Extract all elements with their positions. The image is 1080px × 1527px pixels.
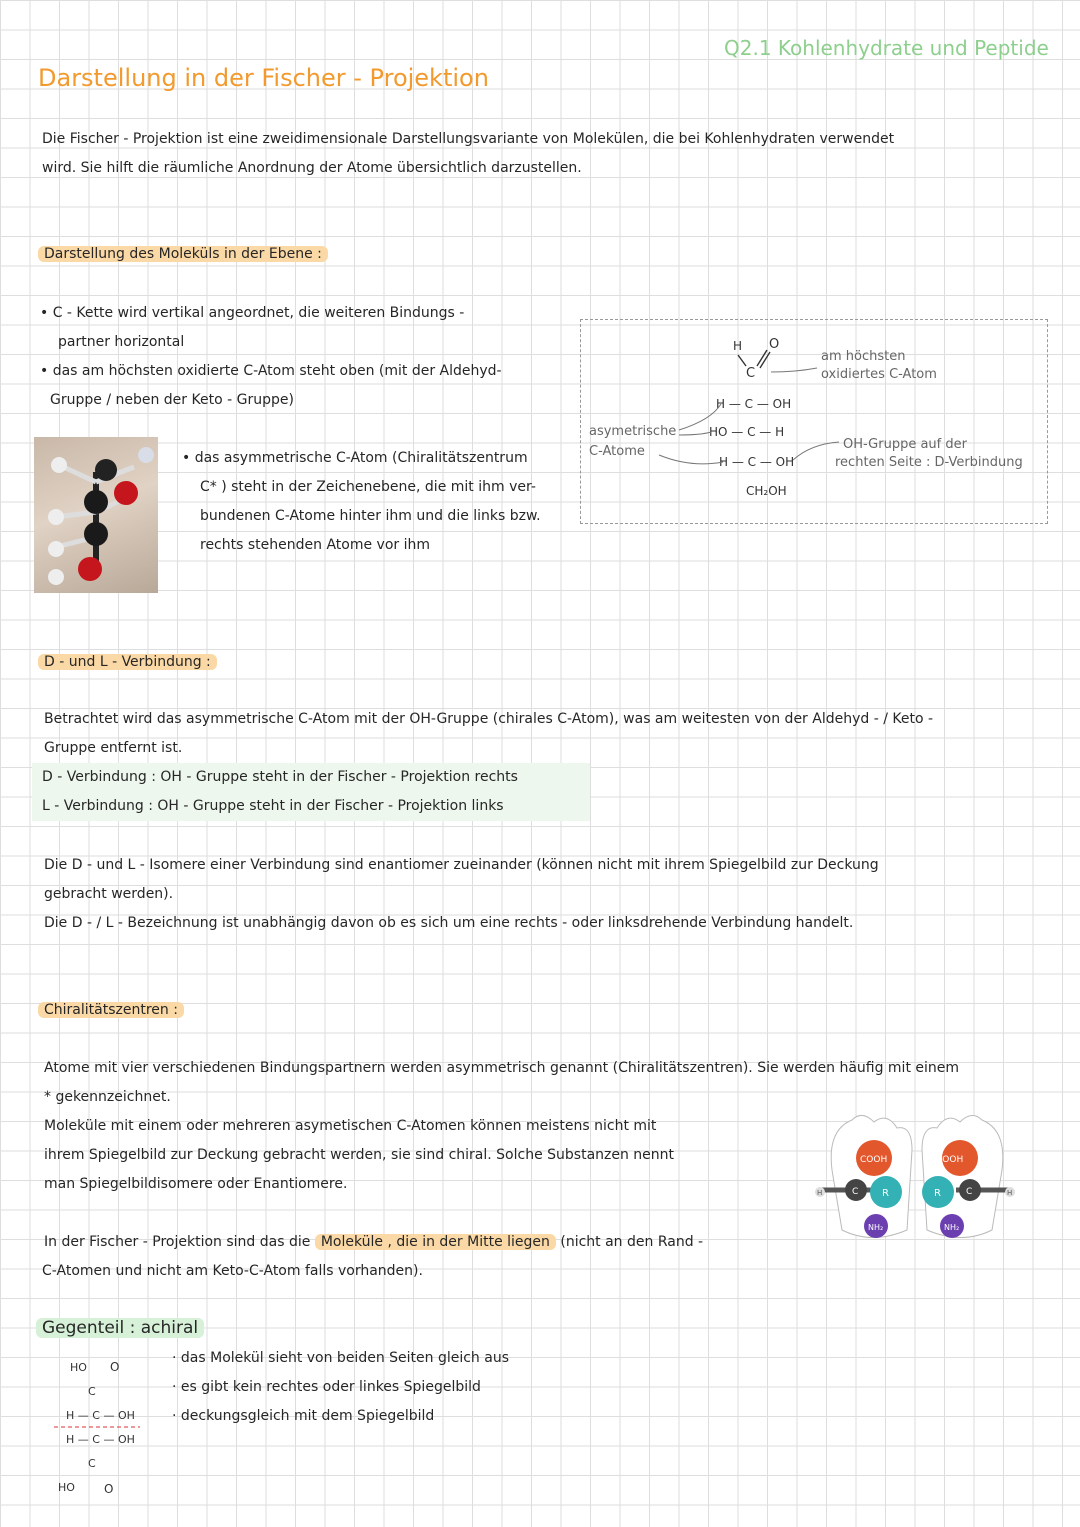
dl-line-3: Die D - und L - Isomere einer Verbindung sind enantiomer zueinander (können nicht mit ihrem Spiegelbild zur Deckung: [44, 857, 879, 873]
d-definition: D - Verbindung : OH - Gruppe steht in der Fischer - Projektion rechts: [42, 769, 518, 785]
achiral-bullet-2: · es gibt kein rechtes oder linkes Spiegelbild: [172, 1379, 481, 1395]
diag-c-top: C: [746, 366, 756, 381]
intro-line-2: wird. Sie hilft die räumliche Anordnung der Atome übersichtlich darzustellen.: [42, 160, 582, 176]
chiral-line-5: man Spiegelbildisomere oder Enantiomere.: [44, 1176, 348, 1192]
achiral-bullet-3: · deckungsgleich mit dem Spiegelbild: [172, 1408, 435, 1424]
intro-line-1: Die Fischer - Projektion ist eine zweidimensionale Darstellungsvariante von Molekülen, die bei Kohlenhydraten verwendet: [42, 131, 895, 147]
fischer-sentence-pre: In der Fischer - Projektion sind das die: [44, 1234, 311, 1250]
achiral-ho-bottom: HO: [58, 1481, 75, 1494]
hand-left-h: H: [817, 1189, 823, 1197]
section-heading-chiral: Chiralitätszentren :: [38, 1002, 184, 1018]
section-heading-dl: D - und L - Verbindung :: [38, 654, 217, 670]
section-heading-achiral: Gegenteil : achiral: [36, 1318, 204, 1338]
diag-right-top-1: am höchsten: [821, 349, 906, 364]
hand-left-cooh: COOH: [860, 1155, 888, 1165]
achiral-c-top: C: [88, 1385, 96, 1398]
achiral-bullet-1: · das Molekül sieht von beiden Seiten gleich aus: [172, 1350, 510, 1366]
fischer-sentence-line-2: C-Atomen und nicht am Keto-C-Atom falls vorhanden).: [42, 1263, 423, 1279]
hand-right-c: C: [966, 1187, 973, 1197]
fischer-diagram-box: [580, 319, 1048, 524]
chiral-line-2: * gekennzeichnet.: [44, 1089, 171, 1105]
diag-h-top: H: [733, 339, 743, 353]
hand-right-h: H: [1007, 1189, 1013, 1197]
section-heading-ebene: Darstellung des Moleküls in der Ebene :: [38, 246, 328, 262]
hand-right-cooh: COOH: [936, 1155, 964, 1165]
subject-title: Q2.1 Kohlenhydrate und Peptide: [724, 36, 1049, 60]
fischer-sentence-highlight: Moleküle , die in der Mitte liegen: [315, 1234, 556, 1250]
diag-right-top-2: oxidiertes C-Atom: [821, 367, 937, 382]
dl-line-4: gebracht werden).: [44, 886, 174, 902]
chiral-line-1: Atome mit vier verschiedenen Bindungspartnern werden asymmetrisch genannt (Chiralitätszentren). Sie werden häufig mit einem: [44, 1060, 960, 1076]
hand-left-c: C: [852, 1187, 859, 1197]
achiral-ho-top: HO: [70, 1361, 87, 1374]
hand-right-nh2: NH₂: [944, 1223, 960, 1232]
chiral-line-4: ihrem Spiegelbild zur Deckung gebracht werden, sie sind chiral. Solche Substanzen nennt: [44, 1147, 675, 1163]
achiral-o-top: O: [110, 1360, 120, 1374]
fischer-sentence: [44, 1228, 703, 1257]
diag-ch2oh: CH₂OH: [746, 484, 787, 498]
achiral-molecule: [52, 1355, 152, 1505]
bullet-line-3: • das am höchsten oxidierte C-Atom steht oben (mit der Aldehyd-: [40, 363, 502, 379]
page-title: Darstellung in der Fischer - Projektion: [38, 64, 489, 92]
bullet-line-2: partner horizontal: [58, 334, 185, 350]
diag-row-3: H — C — OH: [719, 455, 795, 469]
dl-line-1: Betrachtet wird das asymmetrische C-Atom mit der OH-Gruppe (chirales C-Atom), was am weitesten von der Aldehyd - / Keto -: [44, 711, 934, 727]
diag-row-2: HO — C — H: [709, 425, 785, 439]
diag-row-1: H — C — OH: [716, 397, 792, 411]
bullet3-line-3: bundenen C-Atome hinter ihm und die links bzw.: [200, 508, 541, 524]
diag-left-label-2: C-Atome: [589, 444, 645, 459]
achiral-o-bottom: O: [104, 1482, 114, 1496]
bullet3-line-4: rechts stehenden Atome vor ihm: [200, 537, 430, 553]
hand-right-r: R: [934, 1188, 941, 1199]
l-definition: L - Verbindung : OH - Gruppe steht in der Fischer - Projektion links: [42, 798, 504, 814]
diag-right-bottom-1: OH-Gruppe auf der: [843, 437, 967, 452]
dl-line-2: Gruppe entfernt ist.: [44, 740, 183, 756]
diag-left-label-1: asymetrische: [589, 424, 677, 439]
bullet-line-1: • C - Kette wird vertikal angeordnet, die weiteren Bindungs -: [40, 305, 465, 321]
diag-right-bottom-2: rechten Seite : D-Verbindung: [835, 455, 1023, 470]
bullet3-line-2: C* ) steht in der Zeichenebene, die mit ihm ver-: [200, 479, 536, 495]
bullet-line-4: Gruppe / neben der Keto - Gruppe): [50, 392, 294, 408]
molecule-model-photo: [34, 437, 158, 593]
fischer-sentence-post: (nicht an den Rand -: [560, 1234, 704, 1250]
achiral-row-1: H — C — OH: [66, 1409, 135, 1422]
bullet3-line-1: • das asymmetrische C-Atom (Chiralitätszentrum: [182, 450, 528, 466]
diag-o: O: [769, 337, 780, 352]
hand-left-r: R: [882, 1188, 889, 1199]
dl-line-5: Die D - / L - Bezeichnung ist unabhängig davon ob es sich um eine rechts - oder linksdrehende Verbindung handelt.: [44, 915, 854, 931]
hand-left-nh2: NH₂: [868, 1223, 884, 1232]
chiral-line-3: Moleküle mit einem oder mehreren asymetischen C-Atomen können meistens nicht mit: [44, 1118, 657, 1134]
chiral-hands-illustration: [812, 1110, 1022, 1250]
achiral-row-2: H — C — OH: [66, 1433, 135, 1446]
achiral-c-bottom: C: [88, 1457, 96, 1470]
